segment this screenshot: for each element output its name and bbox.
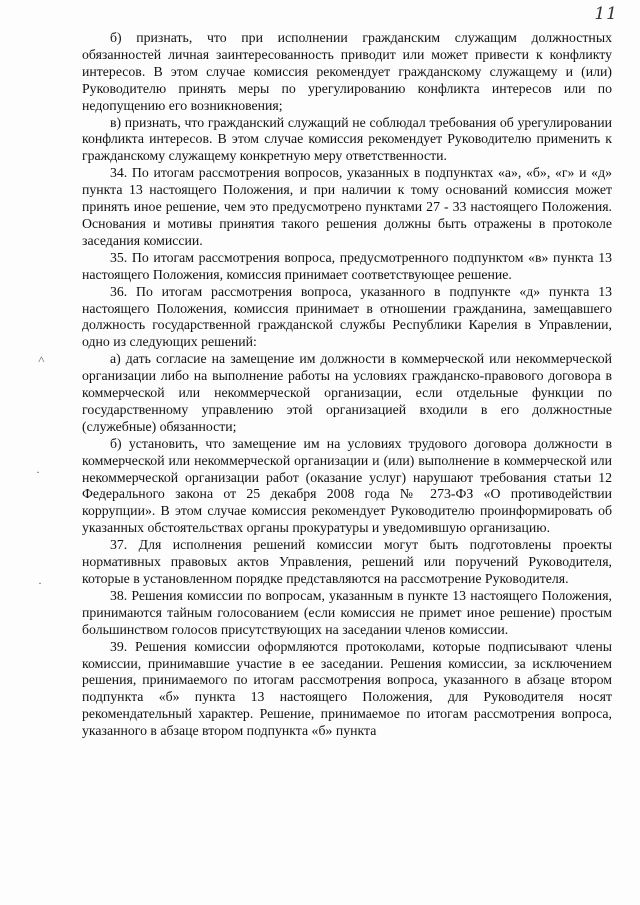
paragraph: в) признать, что гражданский служащий не соблюдал требования об урегулировании конфликта интересов. В этом случае комиссия рекомендует Руководителю применить к гражданскому служащему конкретную меру ответственности. <box>82 114 612 164</box>
scan-mark: · <box>36 465 40 479</box>
paragraph: б) установить, что замещение им на условиях трудового договора должности в коммерческой или некоммерческой организации и (или) выполнение в коммерческой или некоммерческой организации работ (оказание услуг) нарушают требования статьи 12 Федерального закона от 25 декабря 2008 года № 273-ФЗ «О противодействии коррупции». В этом случае комиссия рекомендует Руководителю проинформировать об указанных обстоятельствах органы прокуратуры и уведомившую организацию. <box>82 435 612 536</box>
paragraph: 39. Решения комиссии оформляются протоколами, которые подписывают члены комиссии, принимавшие участие в ее заседании. Решения комиссии, за исключением решения, принимаемого по итогам рассмотрения вопроса, указанного в абзаце втором подпункта «б» пункта 13 настоящего Положения, для Руководителя носят рекомендательный характер. Решение, принимаемое по итогам рассмотрения вопроса, указанного в абзаце втором подпункта «б» пункта <box>82 638 612 739</box>
paragraph: 37. Для исполнения решений комиссии могут быть подготовлены проекты нормативных правовых актов Управления, решений или поручений Руководителя, которые в установленном порядке представляются на рассмотрение Руководителя. <box>82 537 612 586</box>
paragraph: а) дать согласие на замещение им должности в коммерческой или некоммерческой организации либо на выполнение работы на условиях гражданско-правового договора в коммерческой или некоммерческой организации, если отдельные функции по государственному управлению этой организацией входили в его должностные (служебные) обязанности; <box>82 351 612 434</box>
scan-mark: ˄ <box>38 352 45 366</box>
paragraph: б) признать, что при исполнении гражданским служащим должностных обязанностей личная заинтересованность приводит или может привести к конфликту интересов. В этом случае комиссия рекомендует гражданскому служащему и (или) Руководителю принять меры по урегулированию конфликта интересов или по недопущению его возникновения; <box>82 30 612 113</box>
paragraph: 38. Решения комиссии по вопросам, указанным в пункте 13 настоящего Положения, принимаются тайным голосованием (если комиссия не примет иное решение) простым большинством голосов присутствующих на заседании членов комиссии. <box>82 587 612 637</box>
paragraph: 35. По итогам рассмотрения вопроса, предусмотренного подпунктом «в» пункта 13 настоящего Положения, комиссия принимает соответствующее решение. <box>82 249 612 282</box>
paragraph: 34. По итогам рассмотрения вопросов, указанных в подпунктах «а», «б», «г» и «д» пункта 13 настоящего Положения, и при наличии к тому оснований комиссия может принять иное решение, чем это предусмотрено пунктами 27 - 33 настоящего Положения. Основания и мотивы принятия такого решения должны быть отражены в протоколе заседания комиссии. <box>82 165 612 248</box>
document-text <box>82 30 612 740</box>
scan-mark: · <box>38 576 42 590</box>
page-number: 11 <box>594 4 618 24</box>
paragraph: 36. По итогам рассмотрения вопроса, указанного в подпункте «д» пункта 13 настоящего Положения, комиссия принимает в отношении гражданина, замещавшего должность государственной гражданской службы Республики Карелия в Управлении, одно из следующих решений: <box>82 283 612 350</box>
